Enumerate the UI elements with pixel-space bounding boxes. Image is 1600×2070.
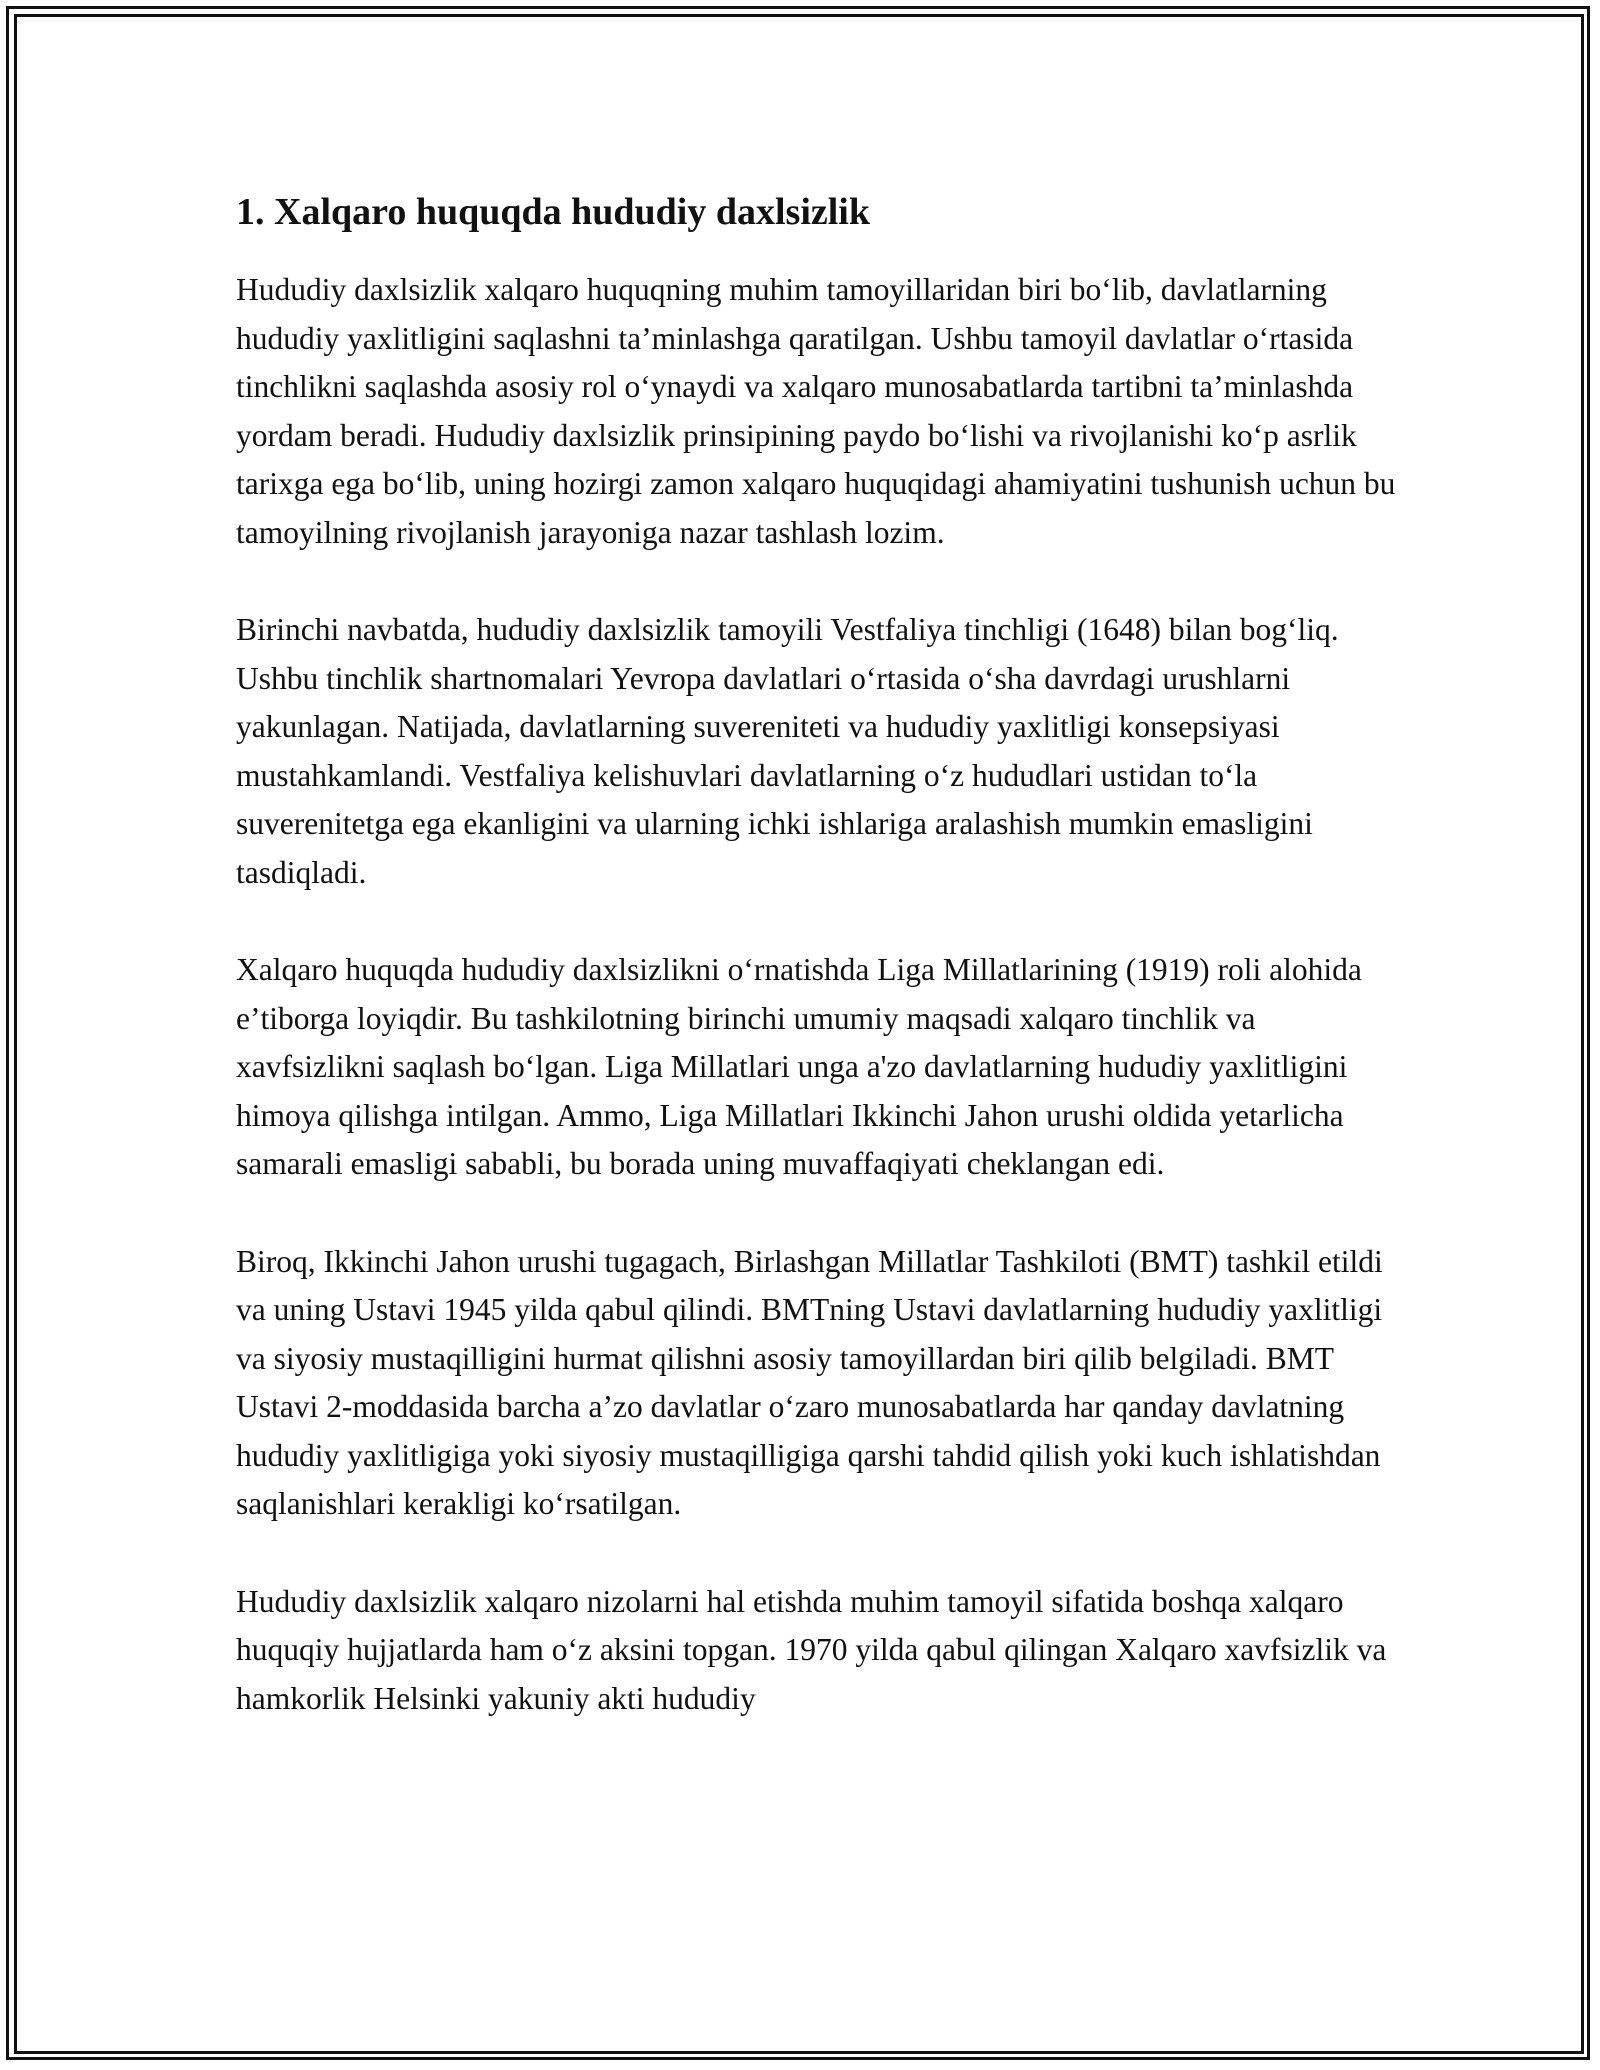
document-body bbox=[236, 188, 1396, 1723]
paragraph-un-charter: Biroq, Ikkinchi Jahon urushi tugagach, Birlashgan Millatlar Tashkiloti (BMT) tashkil etildi va uning Ustavi 1945 yilda qabul qilindi. BMTning Ustavi davlatlarning hududiy yaxlitligi va siyosiy mustaqilligini hurmat qilishni asosiy tamoyillardan biri qilib belgiladi. BMT Ustavi 2-moddasida barcha aʼzo davlatlar oʻzaro munosabatlarda har qanday davlatning hududiy yaxlitligiga yoki siyosiy mustaqilligiga qarshi tahdid qilish yoki kuch ishlatishdan saqlanishlari kerakligi koʻrsatilgan. bbox=[236, 1243, 1383, 1521]
paragraph-helsinki: Hududiy daxlsizlik xalqaro nizolarni hal etishda muhim tamoyil sifatida boshqa xalqaro huquqiy hujjatlarda ham oʻz aksini topgan. 1970 yilda qabul qilingan Xalqaro xavfsizlik va hamkorlik Helsinki yakuniy akti hududiy bbox=[236, 1583, 1387, 1716]
section-heading: 1. Xalqaro huquqda hududiy daxlsizlik bbox=[236, 191, 870, 233]
paragraph-intro: Hududiy daxlsizlik xalqaro huquqning muhim tamoyillaridan biri boʻlib, davlatlarning hududiy yaxlitligini saqlashni taʼminlashga qaratilgan. Ushbu tamoyil davlatlar oʻrtasida tinchlikni saqlashda asosiy rol oʻynaydi va xalqaro munosabatlarda tartibni taʼminlashda yordam beradi. Hududiy daxlsizlik prinsipining paydo boʻlishi va rivojlanishi koʻp asrlik tarixga ega boʻlib, uning hozirgi zamon xalqaro huquqidagi ahamiyatini tushunish uchun bu tamoyilning rivojlanish jarayoniga nazar tashlash lozim. bbox=[236, 272, 1396, 550]
paragraph-league-of-nations: Xalqaro huquqda hududiy daxlsizlikni oʻrnatishda Liga Millatlarining (1919) roli alohida eʼtiborga loyiqdir. Bu tashkilotning birinchi umumiy maqsadi xalqaro tinchlik va xavfsizlikni saqlash boʻlgan. Liga Millatlari unga a'zo davlatlarning hududiy yaxlitligini himoya qilishga intilgan. Ammo, Liga Millatlari Ikkinchi Jahon urushi oldida yetarlicha samarali emasligi sababli, bu borada uning muvaffaqiyati cheklangan edi. bbox=[236, 952, 1362, 1181]
paragraph-westphalia: Birinchi navbatda, hududiy daxlsizlik tamoyili Vestfaliya tinchligi (1648) bilan bogʻliq. Ushbu tinchlik shartnomalari Yevropa davlatlari oʻrtasida oʻsha davrdagi urushlarni yakunlagan. Natijada, davlatlarning suvereniteti va hududiy yaxlitligi konsepsiyasi mustahkamlandi. Vestfaliya kelishuvlari davlatlarning oʻz hududlari ustidan toʻla suverenitetga ega ekanligini va ularning ichki ishlariga aralashish mumkin emasligini tasdiqladi. bbox=[236, 612, 1339, 890]
